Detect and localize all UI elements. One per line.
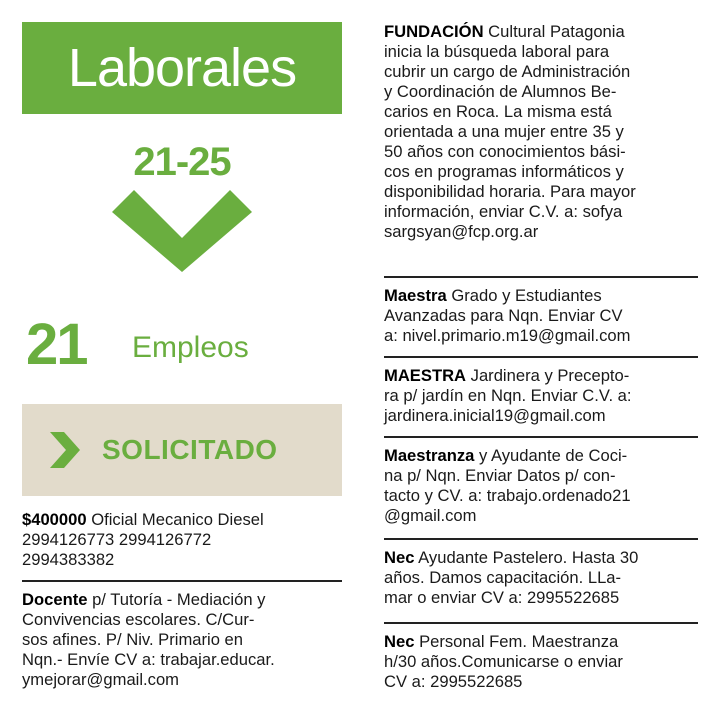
ad-divider [384,276,698,278]
ad-divider [384,538,698,540]
chevron-down-icon [112,190,252,272]
classified-ad [384,286,630,346]
chevron-right-icon [44,430,84,470]
section-banner-title: Laborales [22,22,342,114]
ad-count-label: Empleos [132,331,249,364]
ad-line: Avanzadas para Nqn. Enviar CV [384,306,623,325]
ad-line: cos en programas informáticos y [384,162,624,181]
section-heading: SOLICITADO [102,434,278,465]
ad-line: y Ayudante de Coci- [474,446,628,465]
ad-line: h/30 años.Comunicarse o enviar [384,652,623,671]
ad-line: y Coordinación de Alumnos Be- [384,82,617,101]
ad-line: na p/ Nqn. Enviar Datos p/ con- [384,466,616,485]
classified-ad [384,548,638,608]
ad-line: carios en Roca. La misma está [384,102,612,121]
classified-ad [22,510,264,570]
classified-ad [384,366,632,426]
ad-line: ymejorar@gmail.com [22,670,180,689]
ad-line: sargsyan@fcp.org.ar [384,222,539,241]
ad-line: @gmail.com [384,506,477,525]
ad-range: 21-25 [133,140,231,184]
ad-line: disponibilidad horaria. Para mayor [384,182,636,201]
ad-keyword: FUNDACIÓN [384,22,484,41]
classified-ad [384,632,623,692]
ad-line: jardinera.inicial19@gmail.com [384,406,606,425]
ad-count: 21 [26,312,87,377]
ad-keyword: Docente [22,590,88,609]
ad-line: Nqn.- Envíe CV a: trabajar.educar. [22,650,275,669]
ad-line: CV a: 2995522685 [384,672,523,691]
ad-line: p/ Tutoría - Mediación y [87,590,266,609]
ad-line: orientada a una mujer entre 35 y [384,122,624,141]
ad-line: Cultural Patagonia [483,22,625,41]
ad-line: Oficial Mecanico Diesel [86,510,264,529]
ad-line: a: nivel.primario.m19@gmail.com [384,326,631,345]
ad-line: tacto y CV. a: trabajo.ordenado21 [384,486,631,505]
ad-line: 50 años con conocimientos bási- [384,142,626,161]
ad-line: sos afines. P/ Niv. Primario en [22,630,244,649]
ad-line: 2994383382 [22,550,115,569]
ad-line: información, enviar C.V. a: sofya [384,202,623,221]
ad-line: Grado y Estudiantes [446,286,602,305]
ad-keyword: $400000 [22,510,87,529]
ad-divider [384,436,698,438]
ad-line: Ayudante Pastelero. Hasta 30 [414,548,639,567]
classified-ad [384,446,631,526]
ad-line: ra p/ jardín en Nqn. Enviar C.V. a: [384,386,632,405]
ad-line: Personal Fem. Maestranza [414,632,619,651]
ad-keyword: Maestra [384,286,447,305]
ad-keyword: Nec [384,632,415,651]
ad-divider [384,356,698,358]
ad-line: inicia la búsqueda laboral para [384,42,610,61]
ad-line: años. Damos capacitación. LLa- [384,568,622,587]
ad-divider [22,580,342,582]
ad-line: cubrir un cargo de Administración [384,62,631,81]
classified-ad [384,22,636,242]
ad-keyword: MAESTRA [384,366,467,385]
ad-line: Jardinera y Precepto- [466,366,630,385]
section-heading-box [22,404,342,496]
ad-divider [384,622,698,624]
ad-keyword: Nec [384,548,415,567]
ad-keyword: Maestranza [384,446,475,465]
ad-line: mar o enviar CV a: 2995522685 [384,588,620,607]
classified-ad [22,590,275,690]
ad-line: Convivencias escolares. C/Cur- [22,610,255,629]
ad-line: 2994126773 2994126772 [22,530,212,549]
